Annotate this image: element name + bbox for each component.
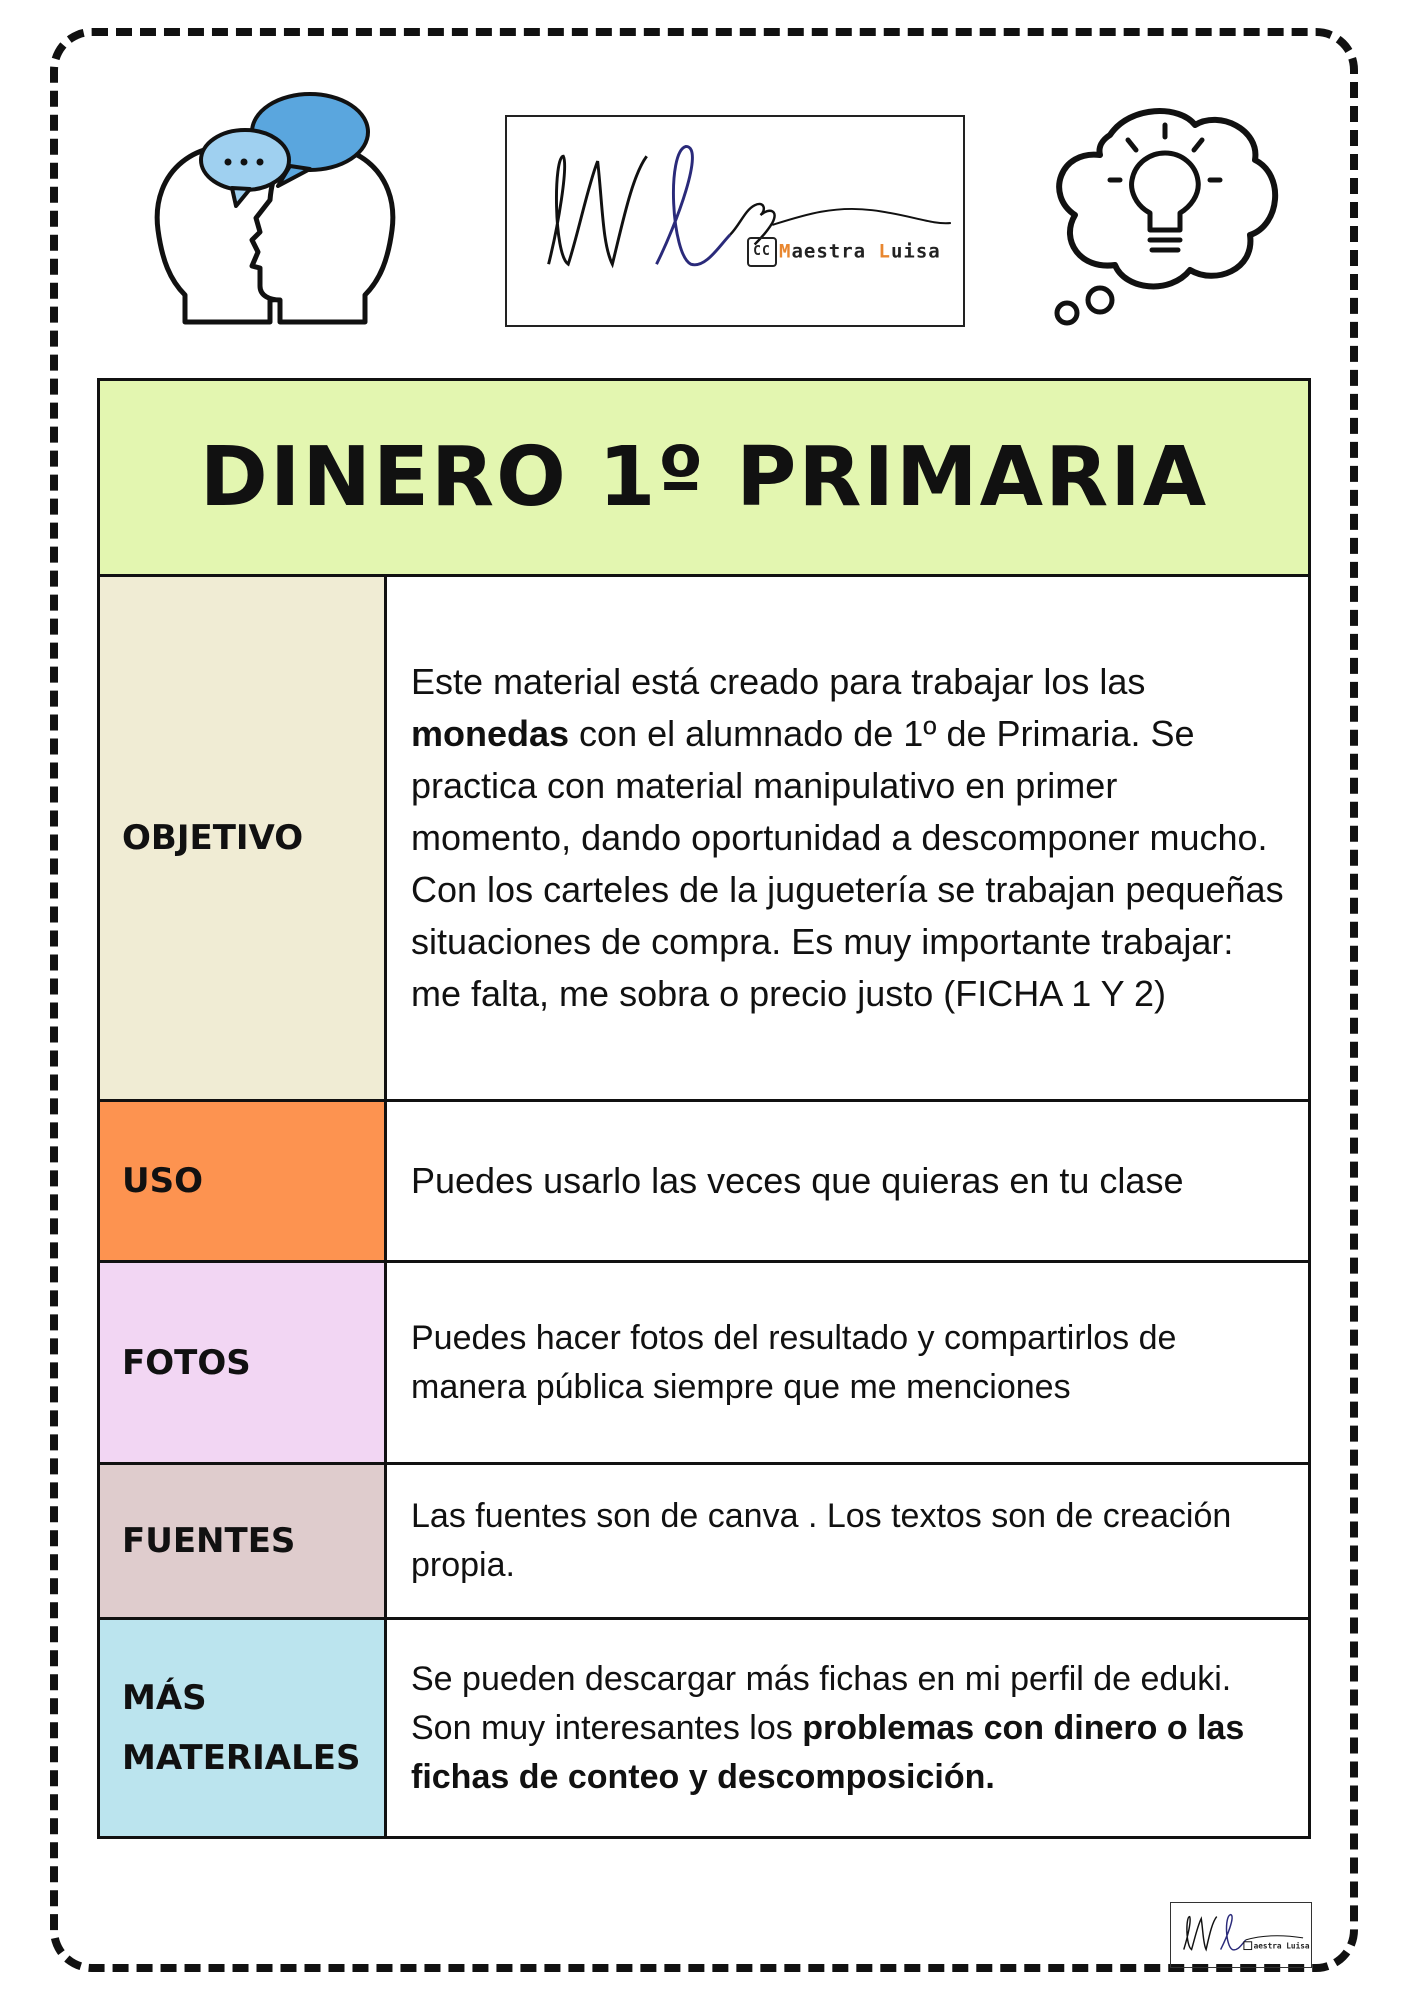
row-content-objetivo: Este material está creado para trabajar los las monedas con el alumnado de 1º de Primaria. Se practica con material manipulativo en primer momento, dando oportunidad a descomponer mucho. Con los carteles de la juguetería se trabajan pequeñas situaciones de compra. Es muy importante trabajar: me falta, me sobra o precio justo (FICHA 1 Y 2): [411, 661, 1284, 1014]
title-row: [100, 381, 1308, 577]
info-table: [97, 378, 1311, 1839]
page-title: DINERO 1º PRIMARIA: [199, 430, 1209, 525]
row-label-fuentes: FUENTES: [100, 1465, 387, 1617]
row-content-uso: Puedes usarlo las veces que quieras en tu clase: [411, 1160, 1184, 1201]
row-label-uso: USO: [100, 1102, 387, 1260]
row-mas-materiales: [100, 1620, 1308, 1836]
maestra-luisa-logo: [505, 115, 965, 327]
row-objetivo: [100, 577, 1308, 1102]
row-fuentes: [100, 1465, 1308, 1620]
row-label-mas-materiales: MÁS MATERIALES: [100, 1620, 387, 1836]
talking-heads-icon: [140, 90, 410, 330]
row-uso: [100, 1102, 1308, 1263]
row-content-fuentes: Las fuentes son de canva . Los textos son de creación propia.: [411, 1497, 1232, 1584]
svg-text:aestra Luisa: aestra Luisa: [1253, 1941, 1310, 1951]
row-label-objetivo: OBJETIVO: [100, 577, 387, 1099]
row-label-fotos: FOTOS: [100, 1263, 387, 1462]
logo-wordmark: CC Maestra Luisa: [747, 237, 941, 267]
row-content-mas-materiales: Se pueden descargar más fichas en mi perfil de eduki. Son muy interesantes los problemas con dinero o las fichas de conteo y descomposición.: [411, 1659, 1245, 1796]
row-fotos: [100, 1263, 1308, 1465]
mini-logo: [1170, 1902, 1312, 1968]
row-content-fotos: Puedes hacer fotos del resultado y compartirlos de manera pública siempre que me menciones: [411, 1318, 1177, 1406]
lightbulb-thought-icon: [1040, 95, 1290, 335]
